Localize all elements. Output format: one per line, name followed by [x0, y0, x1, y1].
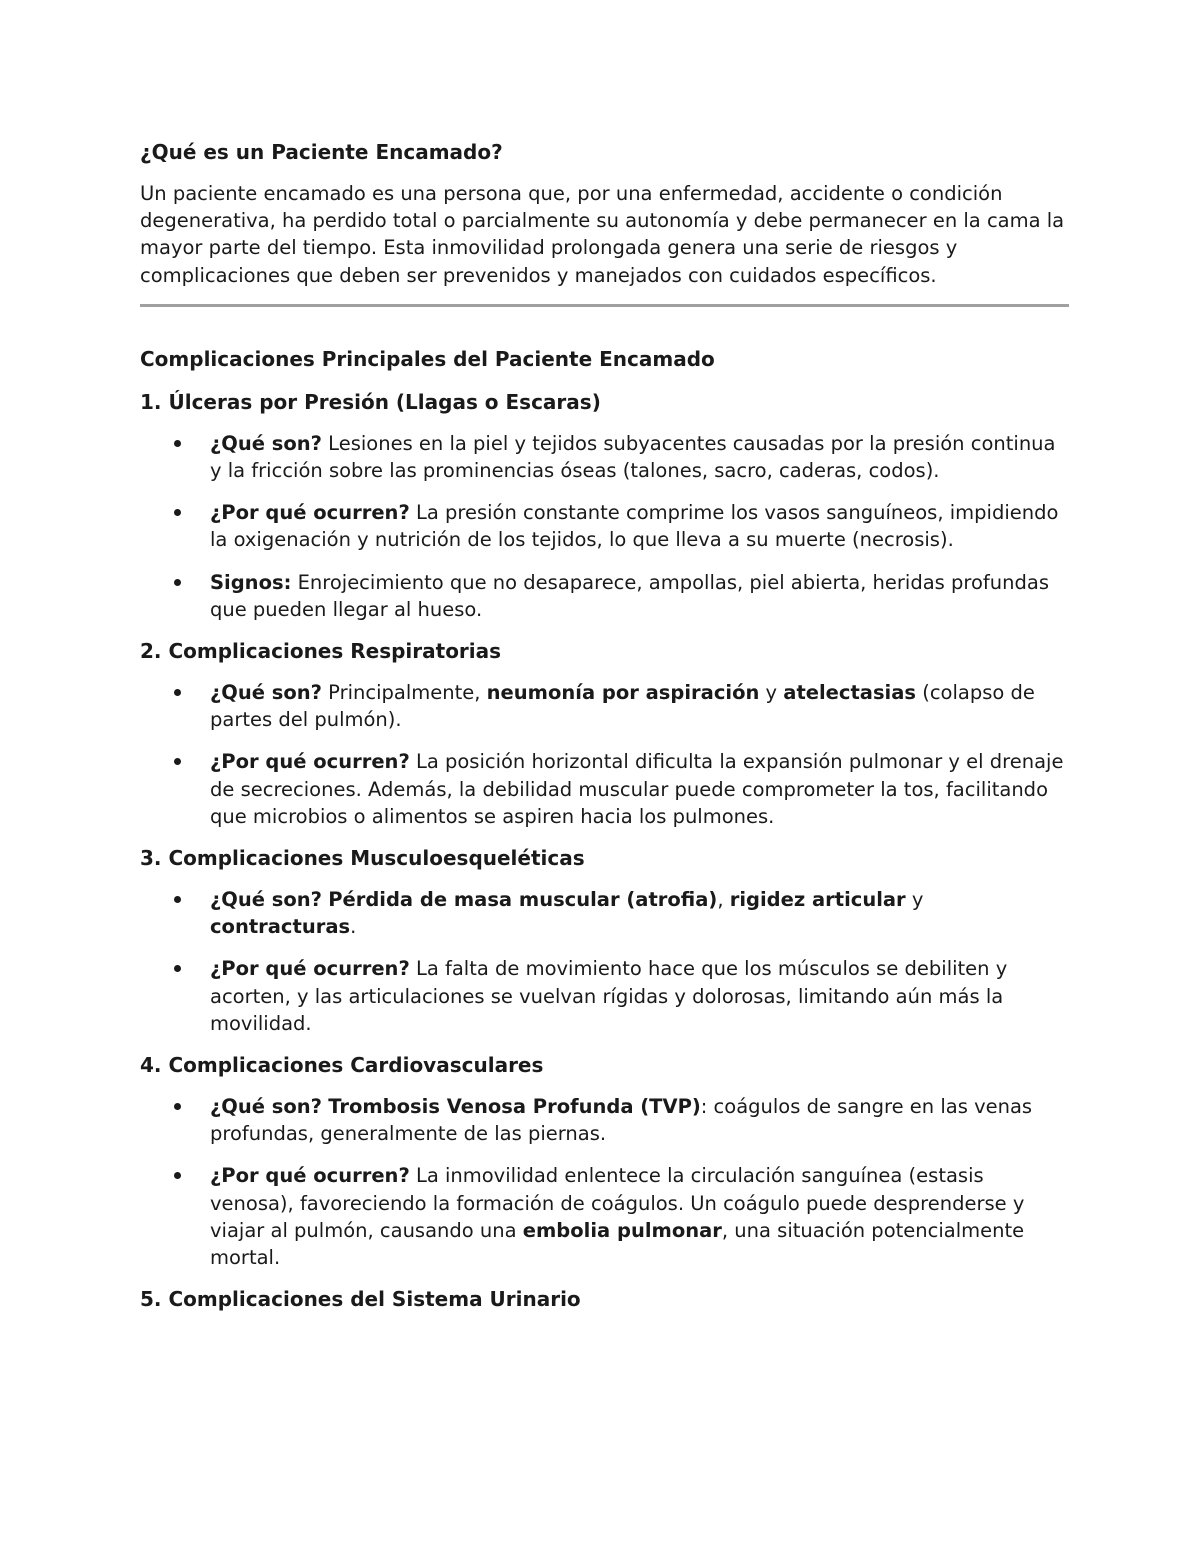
section-list-cardiovasculares — [140, 1093, 1065, 1271]
list-item: ¿Por qué ocurren? La posición horizontal dificulta la expansión pulmonar y el drenaje de secreciones. Además, la debilidad muscular puede comprometer la tos, facilitando que microbios o alimentos se aspiren hacia los pulmones. — [210, 748, 1065, 830]
list-item: Signos: Enrojecimiento que no desaparece, ampollas, piel abierta, heridas profundas que pueden llegar al hueso. — [210, 569, 1065, 623]
section-list-ulceras — [140, 430, 1065, 623]
main-title: Complicaciones Principales del Paciente Encamado — [140, 346, 715, 371]
section-heading-musculoesqueleticas: 3. Complicaciones Musculoesqueléticas — [140, 846, 585, 871]
intro-title: ¿Qué es un Paciente Encamado? — [140, 140, 503, 164]
section-heading-ulceras: 1. Úlceras por Presión (Llagas o Escaras) — [140, 389, 601, 414]
list-item: ¿Por qué ocurren? La presión constante comprime los vasos sanguíneos, impidiendo la oxigenación y nutrición de los tejidos, lo que lleva a su muerte (necrosis). — [210, 499, 1065, 553]
section-heading-respiratorias: 2. Complicaciones Respiratorias — [140, 639, 502, 664]
horizontal-rule — [140, 304, 1069, 307]
section-list-musculoesqueleticas — [140, 886, 1065, 1037]
list-item: ¿Por qué ocurren? La falta de movimiento hace que los músculos se debiliten y acorten, y las articulaciones se vuelvan rígidas y dolorosas, limitando aún más la movilidad. — [210, 955, 1065, 1037]
section-heading-urinario: 5. Complicaciones del Sistema Urinario — [140, 1287, 581, 1312]
list-item: ¿Qué son? Principalmente, neumonía por aspiración y atelectasias (colapso de partes del pulmón). — [210, 679, 1065, 733]
intro-paragraph: Un paciente encamado es una persona que, por una enfermedad, accidente o condición degenerativa, ha perdido total o parcialmente su autonomía y debe permanecer en la cama la mayor parte del tiempo. Esta inmovilidad prolongada genera una serie de riesgos y complicaciones que deben ser prevenidos y manejados con cuidados específicos. — [140, 182, 1065, 287]
document-content — [140, 138, 1065, 1313]
list-item: ¿Qué son? Pérdida de masa muscular (atrofia), rigidez articular y contracturas. — [210, 886, 1065, 940]
section-heading-cardiovasculares: 4. Complicaciones Cardiovasculares — [140, 1053, 544, 1078]
section-list-respiratorias — [140, 679, 1065, 830]
list-item: ¿Qué son? Trombosis Venosa Profunda (TVP): coágulos de sangre en las venas profundas, generalmente de las piernas. — [210, 1093, 1065, 1147]
list-item: ¿Qué son? Lesiones en la piel y tejidos subyacentes causadas por la presión continua y la fricción sobre las prominencias óseas (talones, sacro, caderas, codos). — [210, 430, 1065, 484]
list-item: ¿Por qué ocurren? La inmovilidad enlentece la circulación sanguínea (estasis venosa), favoreciendo la formación de coágulos. Un coágulo puede desprenderse y viajar al pulmón, causando una embolia pulmonar, una situación potencialmente mortal. — [210, 1162, 1065, 1271]
